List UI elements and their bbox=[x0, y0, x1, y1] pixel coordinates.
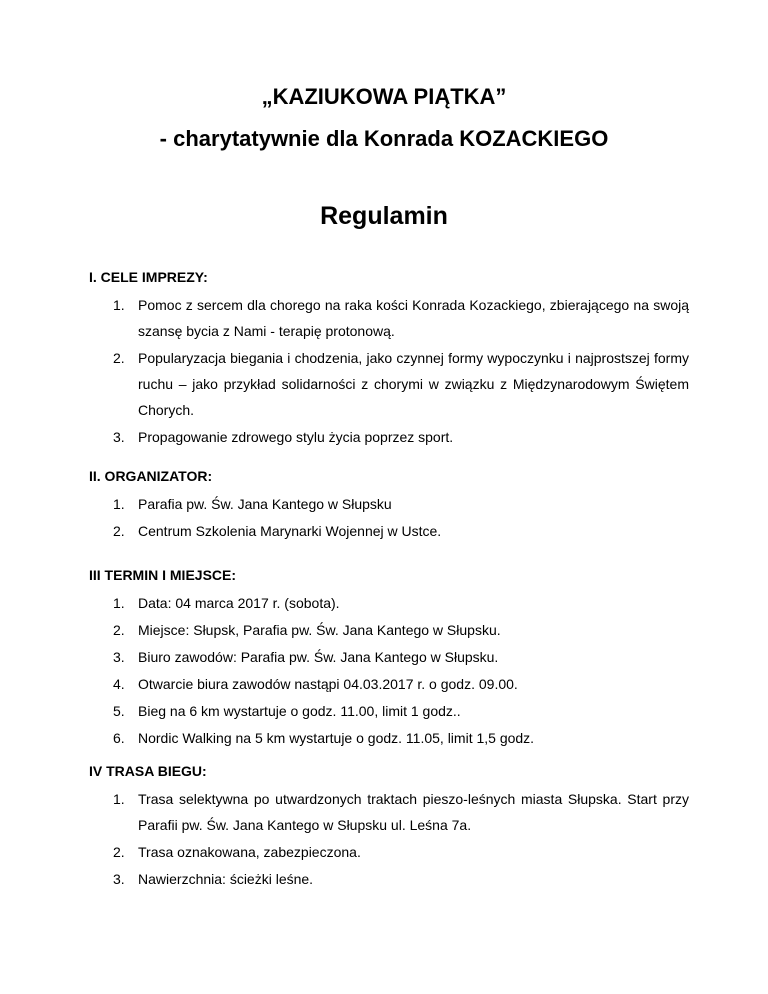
list-item bbox=[89, 345, 689, 423]
item-text: Popularyzacja biegania i chodzenia, jako czynnej formy wypoczynku i najprostszej formy ruchu – jako przykład solidarności z chorymi w związku z Międzynarodowym Świętem Chorych. bbox=[138, 350, 689, 418]
item-number: 1. bbox=[113, 595, 125, 611]
section-route bbox=[89, 762, 689, 893]
section-title: III TERMIN I MIEJSCE: bbox=[89, 567, 237, 583]
list-item bbox=[89, 866, 689, 892]
list-item bbox=[89, 491, 689, 517]
item-number: 3. bbox=[113, 429, 125, 445]
item-text: Centrum Szkolenia Marynarki Wojennej w Ustce. bbox=[138, 523, 442, 539]
item-number: 1. bbox=[113, 496, 125, 512]
item-text: Pomoc z sercem dla chorego na raka kości Konrada Kozackiego, zbierającego na swoją szansę bycia z Nami - terapię protonową. bbox=[138, 297, 689, 339]
item-text: Nordic Walking na 5 km wystartuje o godz. 11.05, limit 1,5 godz. bbox=[138, 730, 535, 746]
item-number: 1. bbox=[113, 297, 125, 313]
item-number: 1. bbox=[113, 791, 125, 807]
section-title: IV TRASA BIEGU: bbox=[89, 763, 207, 779]
list-item bbox=[89, 725, 689, 751]
list-item bbox=[89, 424, 689, 450]
section-list bbox=[89, 292, 689, 450]
item-text: Bieg na 6 km wystartuje o godz. 11.00, limit 1 godz.. bbox=[138, 703, 461, 719]
item-number: 5. bbox=[113, 703, 125, 719]
section-organizer bbox=[89, 467, 689, 545]
list-item bbox=[89, 671, 689, 697]
section-goals bbox=[89, 268, 689, 451]
item-number: 4. bbox=[113, 676, 125, 692]
item-text: Nawierzchnia: ścieżki leśne. bbox=[138, 871, 314, 887]
item-text: Trasa selektywna po utwardzonych traktach pieszo-leśnych miasta Słupska. Start przy Parafii pw. Św. Jana Kantego w Słupsku ul. Leśna 7a. bbox=[138, 791, 689, 833]
document-title: „KAZIUKOWA PIĄTKA” bbox=[261, 84, 507, 109]
item-text: Otwarcie biura zawodów nastąpi 04.03.2017 r. o godz. 09.00. bbox=[138, 676, 518, 692]
section-list bbox=[89, 491, 689, 544]
item-text: Trasa oznakowana, zabezpieczona. bbox=[138, 844, 361, 860]
item-text: Miejsce: Słupsk, Parafia pw. Św. Jana Kantego w Słupsku. bbox=[138, 622, 501, 638]
item-number: 2. bbox=[113, 523, 125, 539]
list-item bbox=[89, 292, 689, 344]
list-item bbox=[89, 590, 689, 616]
section-title: I. CELE IMPREZY: bbox=[89, 269, 208, 285]
section-title: II. ORGANIZATOR: bbox=[89, 468, 213, 484]
section-date-place bbox=[89, 566, 689, 752]
document-subtitle: - charytatywnie dla Konrada KOZACKIEGO bbox=[159, 126, 609, 151]
item-number: 2. bbox=[113, 622, 125, 638]
list-item bbox=[89, 786, 689, 838]
list-item bbox=[89, 518, 689, 544]
item-number: 6. bbox=[113, 730, 125, 746]
list-item bbox=[89, 698, 689, 724]
section-list bbox=[89, 786, 689, 892]
list-item bbox=[89, 839, 689, 865]
item-text: Parafia pw. Św. Jana Kantego w Słupsku bbox=[138, 496, 392, 512]
section-list bbox=[89, 590, 689, 751]
item-number: 2. bbox=[113, 350, 125, 366]
item-number: 3. bbox=[113, 649, 125, 665]
regulation-heading: Regulamin bbox=[320, 202, 448, 230]
item-text: Biuro zawodów: Parafia pw. Św. Jana Kantego w Słupsku. bbox=[138, 649, 499, 665]
item-text: Propagowanie zdrowego stylu życia poprzez sport. bbox=[138, 429, 454, 445]
list-item bbox=[89, 617, 689, 643]
item-number: 2. bbox=[113, 844, 125, 860]
item-text: Data: 04 marca 2017 r. (sobota). bbox=[138, 595, 340, 611]
item-number: 3. bbox=[113, 871, 125, 887]
list-item bbox=[89, 644, 689, 670]
